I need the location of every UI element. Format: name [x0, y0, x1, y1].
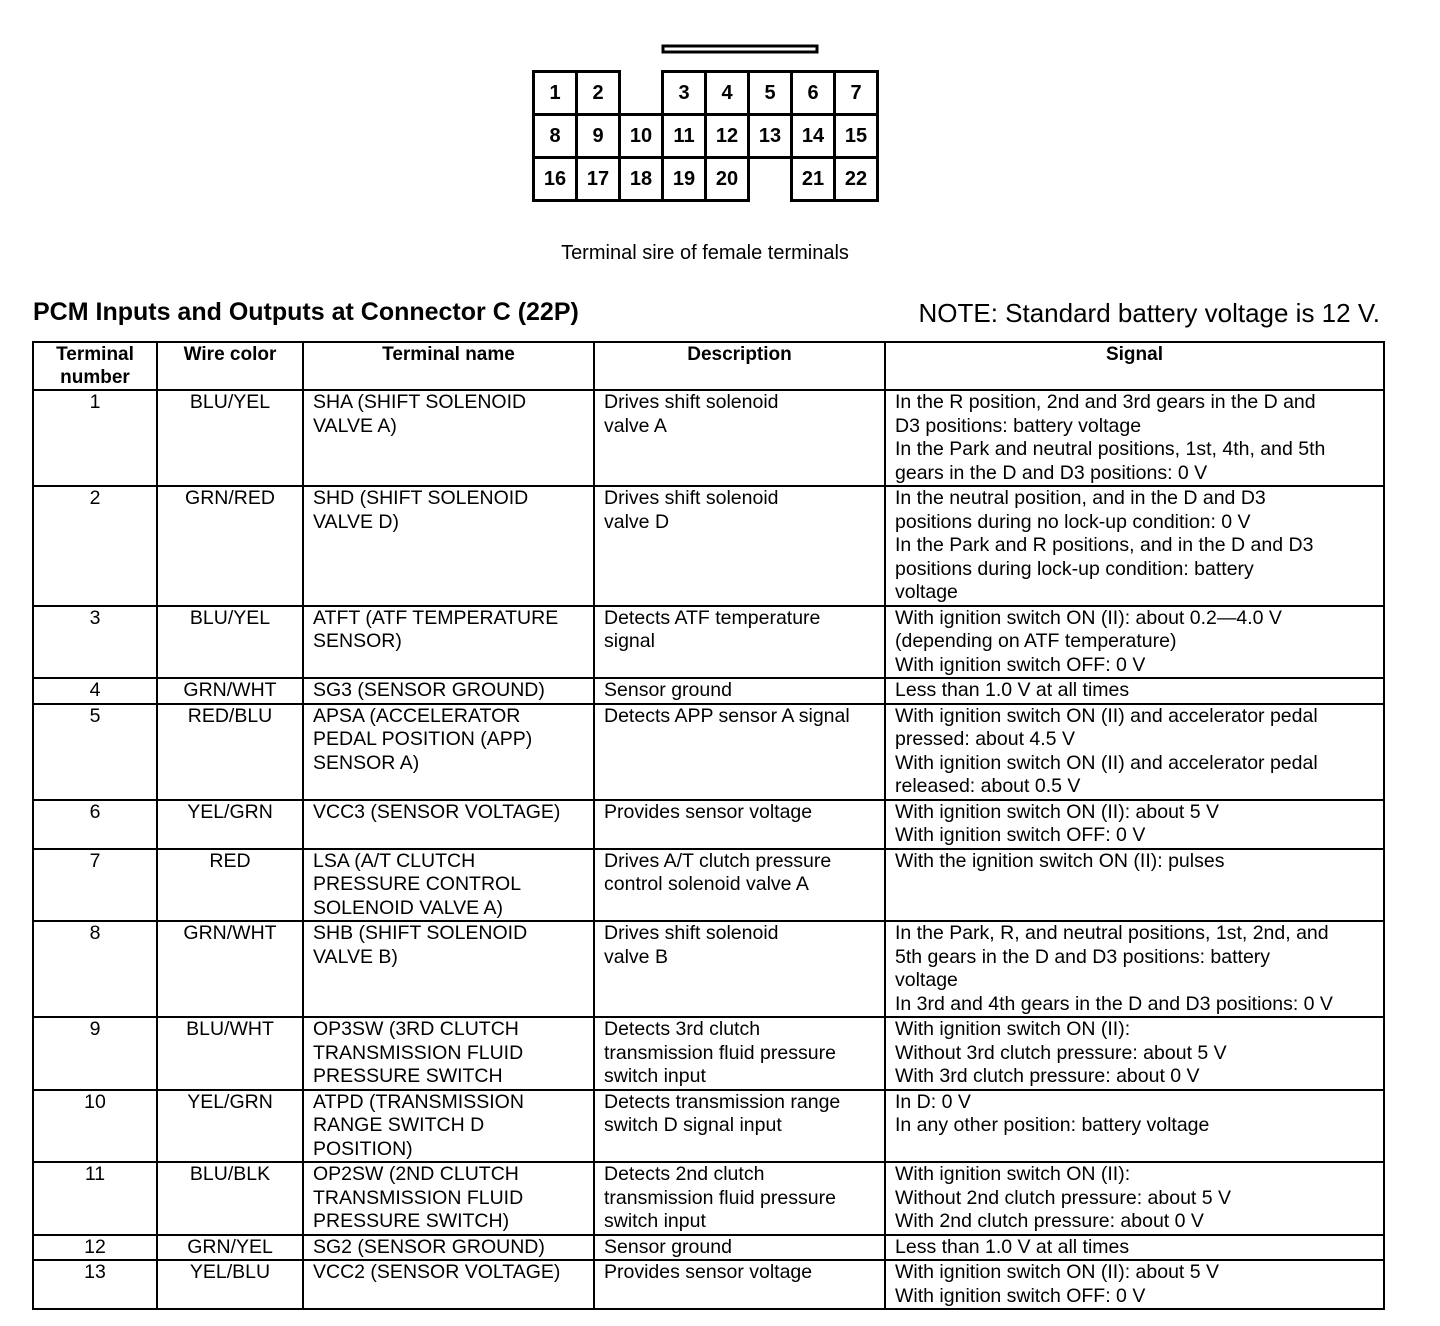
description-cell: Drives A/T clutch pressure control solenoid valve A [594, 849, 885, 922]
description-cell: Detects 2nd clutch transmission fluid pressure switch input [594, 1162, 885, 1235]
signal-cell: In the R position, 2nd and 3rd gears in the D and D3 positions: battery voltage In the Park and neutral positions, 1st, 4th, and 5th gears in the D and D3 positions: 0 V [885, 390, 1384, 486]
signal-cell: Less than 1.0 V at all times [885, 1235, 1384, 1261]
connector-pin: 5 [747, 70, 793, 116]
table-row [33, 704, 1384, 800]
description-cell: Detects 3rd clutch transmission fluid pressure switch input [594, 1017, 885, 1090]
connector-pin: 13 [747, 113, 793, 159]
signal-cell: With ignition switch ON (II): about 5 V With ignition switch OFF: 0 V [885, 1260, 1384, 1309]
description-cell: Drives shift solenoid valve D [594, 486, 885, 606]
terminal-name-cell: ATPD (TRANSMISSION RANGE SWITCH D POSITION) [303, 1090, 594, 1163]
terminal-name-cell: ATFT (ATF TEMPERATURE SENSOR) [303, 606, 594, 679]
signal-cell: In the neutral position, and in the D and D3 positions during no lock-up condition: 0 V In the Park and R positions, and in the D and D3 positions during lock-up condition: battery voltage [885, 486, 1384, 606]
wire-color-cell: YEL/GRN [157, 1090, 303, 1163]
table-row [33, 1090, 1384, 1163]
terminal-number-cell: 5 [33, 704, 157, 800]
signal-cell: With ignition switch ON (II): Without 3rd clutch pressure: about 5 V With 3rd clutch pressure: about 0 V [885, 1017, 1384, 1090]
wire-color-cell: GRN/WHT [157, 921, 303, 1017]
header-terminal-name: Terminal name [303, 342, 594, 390]
signal-cell: With ignition switch ON (II) and accelerator pedal pressed: about 4.5 V With ignition switch ON (II) and accelerator pedal released: about 0.5 V [885, 704, 1384, 800]
connector-pin: 19 [661, 156, 707, 202]
connector-pin: 4 [704, 70, 750, 116]
wire-color-cell: RED/BLU [157, 704, 303, 800]
terminal-number-cell: 11 [33, 1162, 157, 1235]
table-header-row [33, 342, 1384, 390]
connector-pin: 22 [833, 156, 879, 202]
connector-pin: 17 [575, 156, 621, 202]
connector-pin: 3 [661, 70, 707, 116]
connector-pin: 14 [790, 113, 836, 159]
connector-pin: 15 [833, 113, 879, 159]
table-row [33, 1260, 1384, 1309]
signal-cell: With ignition switch ON (II): about 5 V With ignition switch OFF: 0 V [885, 800, 1384, 849]
terminal-name-cell: OP3SW (3RD CLUTCH TRANSMISSION FLUID PRESSURE SWITCH [303, 1017, 594, 1090]
header-description: Description [594, 342, 885, 390]
description-cell: Provides sensor voltage [594, 1260, 885, 1309]
wire-color-cell: RED [157, 849, 303, 922]
description-cell: Detects APP sensor A signal [594, 704, 885, 800]
signal-cell: With the ignition switch ON (II): pulses [885, 849, 1384, 922]
terminal-number-cell: 4 [33, 678, 157, 704]
terminal-number-cell: 7 [33, 849, 157, 922]
wire-color-cell: YEL/GRN [157, 800, 303, 849]
table-row [33, 921, 1384, 1017]
connector-pin: 8 [532, 113, 578, 159]
terminal-name-cell: SHD (SHIFT SOLENOID VALVE D) [303, 486, 594, 606]
description-cell: Detects ATF temperature signal [594, 606, 885, 679]
connector-pin: 6 [790, 70, 836, 116]
signal-cell: With ignition switch ON (II): about 0.2—4.0 V (depending on ATF temperature) With ignition switch OFF: 0 V [885, 606, 1384, 679]
terminal-number-cell: 2 [33, 486, 157, 606]
terminal-number-cell: 8 [33, 921, 157, 1017]
terminal-name-cell: VCC3 (SENSOR VOLTAGE) [303, 800, 594, 849]
header-wire-color: Wire color [157, 342, 303, 390]
table-row [33, 606, 1384, 679]
connector-pin: 9 [575, 113, 621, 159]
description-cell: Drives shift solenoid valve A [594, 390, 885, 486]
terminal-name-cell: SG2 (SENSOR GROUND) [303, 1235, 594, 1261]
terminal-name-cell: VCC2 (SENSOR VOLTAGE) [303, 1260, 594, 1309]
connector-pin: 1 [532, 70, 578, 116]
wire-color-cell: GRN/RED [157, 486, 303, 606]
signal-cell: With ignition switch ON (II): Without 2nd clutch pressure: about 5 V With 2nd clutch pressure: about 0 V [885, 1162, 1384, 1235]
wire-color-cell: BLU/WHT [157, 1017, 303, 1090]
page-title: PCM Inputs and Outputs at Connector C (22P) [33, 298, 579, 326]
description-cell: Detects transmission range switch D signal input [594, 1090, 885, 1163]
connector-pin: 20 [704, 156, 750, 202]
table-row [33, 678, 1384, 704]
description-cell: Provides sensor voltage [594, 800, 885, 849]
signal-cell: In the Park, R, and neutral positions, 1st, 2nd, and 5th gears in the D and D3 positions: battery voltage In 3rd and 4th gears in the D and D3 positions: 0 V [885, 921, 1384, 1017]
table-row [33, 1162, 1384, 1235]
terminal-name-cell: APSA (ACCELERATOR PEDAL POSITION (APP) SENSOR A) [303, 704, 594, 800]
table-row [33, 849, 1384, 922]
wire-color-cell: BLU/YEL [157, 606, 303, 679]
wire-color-cell: BLU/YEL [157, 390, 303, 486]
wire-color-cell: GRN/WHT [157, 678, 303, 704]
connector-diagram [525, 44, 885, 204]
terminal-number-cell: 12 [33, 1235, 157, 1261]
connector-pin: 21 [790, 156, 836, 202]
terminal-number-cell: 1 [33, 390, 157, 486]
connector-pin: 2 [575, 70, 621, 116]
terminal-number-cell: 3 [33, 606, 157, 679]
diagram-caption: Terminal sire of female terminals [561, 242, 849, 264]
header-terminal-number: Terminal number [33, 342, 157, 390]
connector-pin: 16 [532, 156, 578, 202]
terminal-name-cell: LSA (A/T CLUTCH PRESSURE CONTROL SOLENOID VALVE A) [303, 849, 594, 922]
terminal-number-cell: 13 [33, 1260, 157, 1309]
terminal-number-cell: 6 [33, 800, 157, 849]
table-row [33, 1017, 1384, 1090]
connector-pin: 7 [833, 70, 879, 116]
wire-color-cell: GRN/YEL [157, 1235, 303, 1261]
table-row [33, 390, 1384, 486]
table-row [33, 1235, 1384, 1261]
description-cell: Drives shift solenoid valve B [594, 921, 885, 1017]
terminal-number-cell: 9 [33, 1017, 157, 1090]
wire-color-cell: BLU/BLK [157, 1162, 303, 1235]
connector-pin: 10 [618, 113, 664, 159]
signal-cell: In D: 0 V In any other position: battery voltage [885, 1090, 1384, 1163]
description-cell: Sensor ground [594, 1235, 885, 1261]
terminal-name-cell: SHA (SHIFT SOLENOID VALVE A) [303, 390, 594, 486]
terminal-name-cell: OP2SW (2ND CLUTCH TRANSMISSION FLUID PRESSURE SWITCH) [303, 1162, 594, 1235]
pcm-io-table [32, 341, 1385, 1310]
voltage-note: NOTE: Standard battery voltage is 12 V. [918, 298, 1380, 328]
table-row [33, 486, 1384, 606]
table-row [33, 800, 1384, 849]
connector-pin: 11 [661, 113, 707, 159]
connector-pin: 12 [704, 113, 750, 159]
description-cell: Sensor ground [594, 678, 885, 704]
signal-cell: Less than 1.0 V at all times [885, 678, 1384, 704]
wire-color-cell: YEL/BLU [157, 1260, 303, 1309]
header-signal: Signal [885, 342, 1384, 390]
connector-pin: 18 [618, 156, 664, 202]
terminal-number-cell: 10 [33, 1090, 157, 1163]
terminal-name-cell: SHB (SHIFT SOLENOID VALVE B) [303, 921, 594, 1017]
terminal-name-cell: SG3 (SENSOR GROUND) [303, 678, 594, 704]
